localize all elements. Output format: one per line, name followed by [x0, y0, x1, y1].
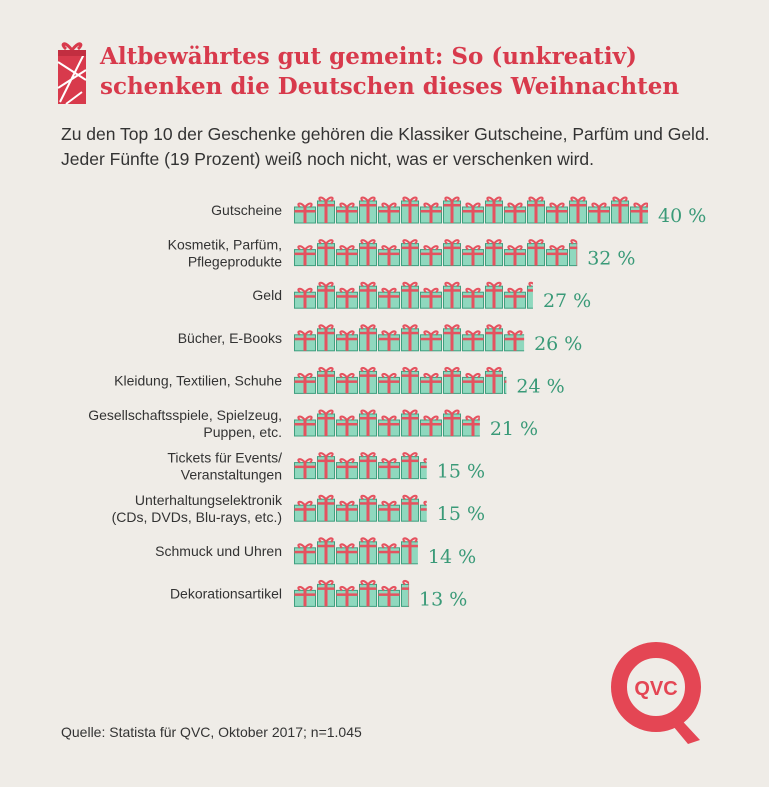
gift-box-icon	[463, 246, 484, 265]
gift-box-icon	[318, 283, 335, 308]
category-label: Bücher, E-Books	[177, 329, 282, 346]
gift-box-icon	[295, 246, 316, 265]
gift-box-icon	[505, 289, 526, 308]
gift-box-icon	[421, 331, 442, 350]
bar	[295, 325, 526, 350]
gift-box-icon	[295, 587, 316, 606]
gift-box-icon	[421, 246, 442, 265]
category-label: Unterhaltungselektronik (CDs, DVDs, Blu-rays, etc.)	[111, 492, 282, 526]
gift-box-icon	[444, 411, 461, 436]
category-label: Geld	[252, 287, 282, 304]
gift-box-icon	[444, 198, 461, 223]
category-label: Dekorationsartikel	[169, 585, 282, 602]
gift-box-icon	[295, 502, 316, 521]
gift-box-icon	[318, 325, 335, 350]
gift-box-icon	[528, 240, 545, 265]
bar	[295, 283, 545, 308]
gift-box-icon	[379, 246, 400, 265]
gift-box-icon	[379, 544, 400, 563]
gift-box-icon	[379, 331, 400, 350]
bar	[295, 240, 587, 265]
value-label: 13 %	[419, 588, 468, 611]
gift-box-icon	[379, 417, 400, 436]
gift-box-icon	[337, 204, 358, 223]
value-label: 15 %	[436, 460, 486, 483]
bar	[295, 368, 526, 393]
gift-box-icon	[486, 325, 503, 350]
gift-box-icon	[444, 283, 461, 308]
gift-box-icon	[295, 204, 316, 223]
bar	[295, 198, 652, 223]
gift-box-icon	[379, 204, 400, 223]
gift-box-icon	[318, 198, 335, 223]
gift-box-icon	[505, 204, 526, 223]
gift-box-icon	[421, 289, 442, 308]
gift-box-icon	[337, 544, 358, 563]
title-rest: So (unkreativ) schenken die Deutschen dieses Weihnachten	[100, 43, 680, 100]
gift-box-icon	[360, 581, 377, 606]
gift-box-icon	[402, 496, 419, 521]
gift-box-icon	[318, 538, 335, 563]
gift-box-icon	[402, 198, 419, 223]
category-label: Gesellschaftsspiele, Spielzeug, Puppen, etc.	[88, 407, 282, 440]
gift-box-icon	[360, 453, 377, 478]
category-label: Tickets für Events/ Veranstaltungen	[167, 449, 282, 483]
value-label: 24 %	[516, 375, 565, 398]
gift-box-icon	[402, 368, 419, 393]
gift-box-icon	[444, 325, 461, 350]
gift-box-icon	[528, 283, 545, 308]
gift-box-icon	[318, 453, 335, 478]
gift-box-icon	[570, 240, 587, 265]
gift-box-icon	[612, 198, 629, 223]
gift-box-icon	[318, 496, 335, 521]
gift-box-icon	[547, 246, 568, 265]
gift-box-icon	[402, 325, 419, 350]
gift-box-icon	[360, 538, 377, 563]
gift-box-icon	[402, 411, 419, 436]
gift-box-icon	[486, 368, 503, 393]
gift-box-icon	[360, 283, 377, 308]
gift-box-icon	[528, 198, 545, 223]
bar	[295, 496, 442, 521]
gift-box-icon	[463, 204, 484, 223]
gift-box-icon	[486, 198, 503, 223]
title-bold: Altbewährtes gut gemeint:	[100, 43, 444, 70]
category-label: Kosmetik, Parfüm, Pflegeprodukte	[167, 236, 282, 270]
gift-box-icon	[360, 411, 377, 436]
bar	[295, 453, 442, 478]
gift-box-icon	[318, 411, 335, 436]
value-label: 21 %	[489, 418, 539, 440]
gift-box-icon	[589, 204, 610, 223]
gift-box-icon	[318, 240, 335, 265]
gift-box-icon	[360, 368, 377, 393]
gift-box-icon	[570, 198, 587, 223]
qvc-logo	[608, 640, 718, 750]
gift-box-icon	[444, 368, 461, 393]
gift-box-icon	[463, 374, 484, 393]
value-label: 27 %	[542, 290, 592, 313]
value-label: 15 %	[436, 503, 486, 526]
gift-box-icon	[547, 204, 568, 223]
value-label: 14 %	[427, 545, 477, 568]
gift-box-icon	[360, 496, 377, 521]
gift-box-icon	[337, 587, 358, 606]
gift-box-icon	[337, 331, 358, 350]
gift-box-icon	[463, 289, 484, 308]
value-label: 40 %	[658, 205, 707, 227]
gift-box-icon	[337, 417, 358, 436]
gift-box-icon	[463, 331, 484, 350]
gift-box-icon	[402, 283, 419, 308]
gift-box-icon	[631, 204, 652, 223]
gift-box-icon	[360, 240, 377, 265]
source-note: Quelle: Statista für QVC, Oktober 2017; n=1.045	[61, 724, 362, 740]
gift-box-icon	[486, 240, 503, 265]
gift-box-icon	[318, 368, 335, 393]
gift-box-icon	[402, 453, 419, 478]
gift-box-icon	[402, 581, 419, 606]
gift-box-icon	[295, 417, 316, 436]
gift-box-icon	[360, 325, 377, 350]
gift-box-icon	[337, 374, 358, 393]
category-label: Kleidung, Textilien, Schuhe	[114, 372, 282, 389]
gift-box-icon	[337, 459, 358, 478]
bar	[295, 538, 419, 563]
gift-box-icon	[295, 331, 316, 350]
gift-box-icon	[379, 374, 400, 393]
gift-box-icon	[337, 246, 358, 265]
bar	[295, 581, 419, 606]
bar	[295, 411, 484, 436]
value-label: 32 %	[587, 247, 636, 270]
gift-box-icon	[379, 289, 400, 308]
category-label: Schmuck und Uhren	[155, 542, 282, 559]
gift-box-icon	[360, 198, 377, 223]
category-label: Gutscheine	[211, 202, 282, 218]
gift-box-icon	[402, 240, 419, 265]
value-label: 26 %	[534, 332, 583, 355]
gift-box-icon	[295, 374, 316, 393]
gift-box-icon	[295, 289, 316, 308]
gift-box-icon	[337, 502, 358, 521]
gift-box-icon	[379, 502, 400, 521]
gift-box-icon	[379, 587, 400, 606]
gift-box-icon	[379, 459, 400, 478]
gift-box-icon	[486, 283, 503, 308]
qvc-logo-text: QVC	[634, 678, 678, 700]
gift-box-icon	[295, 459, 316, 478]
gift-box-icon	[318, 581, 335, 606]
gift-box-icon	[421, 204, 442, 223]
gift-box-icon	[505, 331, 526, 350]
gift-box-icon	[421, 417, 442, 436]
gift-box-icon	[337, 289, 358, 308]
gift-box-icon	[421, 374, 442, 393]
gift-box-icon	[444, 240, 461, 265]
subtitle: Zu den Top 10 der Geschenke gehören die Klassiker Gutscheine, Parfüm und Geld. Jeder Fünfte (19 Prozent) weiß noch nicht, was er verschenken wird.	[61, 124, 710, 169]
gift-box-icon	[505, 246, 526, 265]
gift-box-icon	[295, 544, 316, 563]
gift-box-icon	[463, 417, 484, 436]
gift-box-icon	[402, 538, 419, 563]
